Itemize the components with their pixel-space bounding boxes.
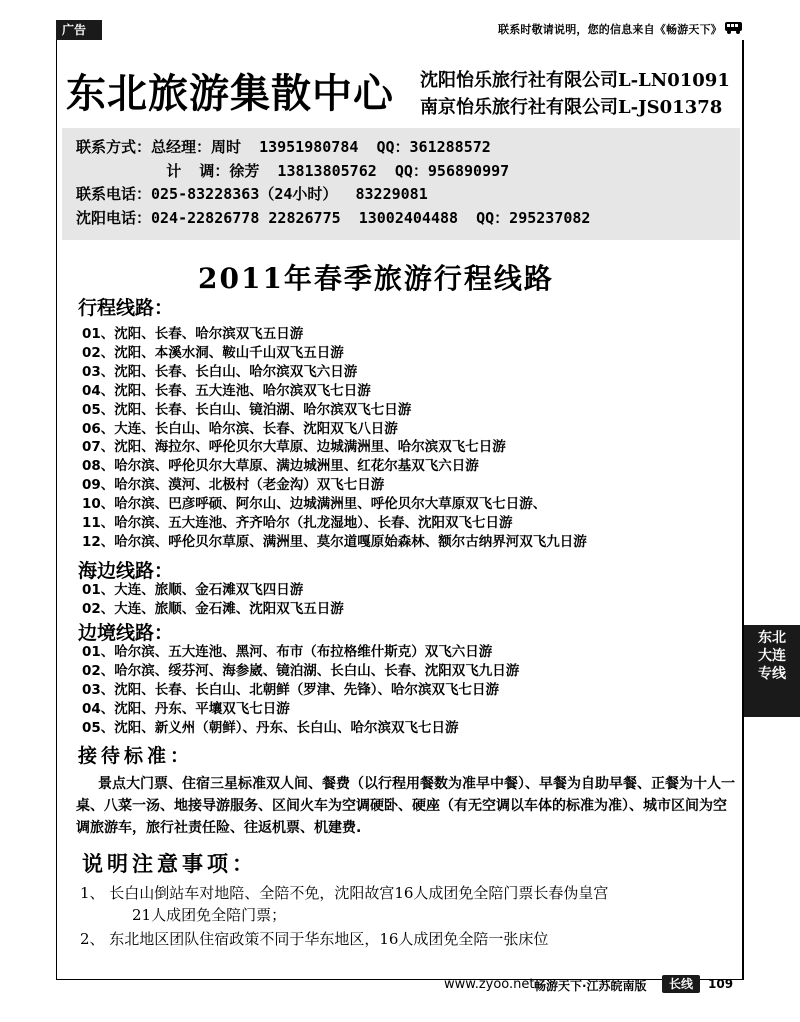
footer-badge: 长线 — [662, 975, 700, 993]
side-tab-label: 东北大连专线 — [758, 630, 786, 682]
note-item: 21人成团免全陪门票； — [132, 906, 287, 924]
route-item: 09、哈尔滨、漠河、北极村（老金沟）双飞七日游 — [82, 477, 385, 494]
company-name: 东北旅游集散中心 — [66, 71, 394, 117]
route-item: 05、沈阳、新义州（朝鲜）、丹东、长白山、哈尔滨双飞七日游 — [82, 720, 459, 736]
route-item: 08、哈尔滨、呼伦贝尔大草原、满边城洲里、红花尔基双飞六日游 — [82, 458, 479, 475]
route-item: 04、沈阳、长春、五大连池、哈尔滨双飞七日游 — [82, 382, 371, 399]
route-item: 06、大连、长白山、哈尔滨、长春、沈阳双飞八日游 — [82, 420, 398, 437]
route-item: 07、沈阳、海拉尔、呼伦贝尔大草原、边城满洲里、哈尔滨双飞七日游 — [82, 439, 506, 456]
route-item: 02、沈阳、本溪水洞、鞍山千山双飞五日游 — [82, 344, 344, 361]
footer-site: www.zyoo.net — [444, 977, 535, 992]
route-item: 11、哈尔滨、五大连池、齐齐哈尔（扎龙湿地）、长春、沈阳双飞七日游 — [82, 515, 513, 531]
contact-line: 计 调：徐芳 13813805762 QQ：956890997 — [76, 162, 510, 180]
contact-line: 沈阳电话：024-22826778 22826775 13002404488 QQ：295237082 — [76, 209, 591, 227]
note-item: 2、 东北地区团队住宿政策不同于华东地区，16人成团免全陪一张床位 — [80, 930, 549, 948]
route-item: 01、哈尔滨、五大连池、黑河、布市（布拉格维什斯克）双飞六日游 — [82, 644, 493, 660]
ad-tag: 广告 — [56, 20, 102, 40]
page-number: 109 — [708, 977, 734, 991]
route-item: 12、哈尔滨、呼伦贝尔草原、满洲里、莫尔道嘎原始森林、额尔古纳界河双飞九日游 — [82, 533, 587, 550]
route-item: 04、沈阳、丹东、平壤双飞七日游 — [82, 701, 290, 717]
route-item: 01、沈阳、长春、哈尔滨双飞五日游 — [82, 326, 304, 342]
right-rule — [742, 40, 744, 980]
note-item: 1、 长白山倒站车对地陪、全陪不免，沈阳故宫16人成团免全陪门票长春伪皇宫 — [80, 884, 609, 902]
page-title: 2011年春季旅游行程线路 — [198, 262, 554, 295]
route-item: 02、大连、旅顺、金石滩、沈阳双飞五日游 — [82, 601, 344, 617]
contact-note: 联系时敬请说明，您的信息来自《畅游天下》 — [498, 23, 722, 36]
notes-heading: 说明注意事项： — [82, 851, 257, 876]
agency-nanjing: 南京怡乐旅行社有限公司L-JS01378 — [420, 97, 723, 118]
route-item: 03、沈阳、长春、长白山、北朝鲜（罗津、先锋）、哈尔滨双飞七日游 — [82, 682, 500, 698]
route-item: 05、沈阳、长春、长白山、镜泊湖、哈尔滨双飞七日游 — [82, 401, 412, 418]
standard-text: 景点大门票、住宿三星标准双人间、餐费（以行程用餐数为准早中餐）、早餐为自助早餐、正餐为十人一桌、八菜一汤、地接导游服务、区间火车为空调硬卧、硬座（有无空调以车体的标准为准）、城市区间为空调旅游车，旅行社责任险、往返机票、机建费. — [76, 776, 735, 836]
border-heading: 边境线路： — [78, 622, 174, 644]
route-item: 10、哈尔滨、巴彦呼硕、阿尔山、边城满洲里、呼伦贝尔大草原双飞七日游、 — [82, 496, 547, 513]
route-item: 01、大连、旅顺、金石滩双飞四日游 — [82, 582, 304, 598]
contact-line: 联系方式：总经理：周时 13951980784 QQ：361288572 — [76, 138, 491, 156]
itinerary-heading: 行程线路： — [78, 297, 174, 319]
route-item: 02、哈尔滨、绥芬河、海参崴、镜泊湖、长白山、长春、沈阳双飞九日游 — [82, 663, 520, 679]
standard-heading: 接待标准： — [78, 745, 194, 767]
agency-shenyang: 沈阳怡乐旅行社有限公司L-LN01091 — [420, 70, 730, 91]
side-tab — [744, 625, 800, 717]
route-item: 03、沈阳、长春、长白山、哈尔滨双飞六日游 — [82, 363, 358, 380]
bus-logo-icon — [724, 19, 744, 35]
footer-magazine: 畅游天下·江苏皖南版 — [534, 979, 647, 993]
seaside-heading: 海边线路： — [78, 560, 174, 582]
contact-line: 联系电话：025-83228363（24小时） 83229081 — [76, 185, 428, 203]
